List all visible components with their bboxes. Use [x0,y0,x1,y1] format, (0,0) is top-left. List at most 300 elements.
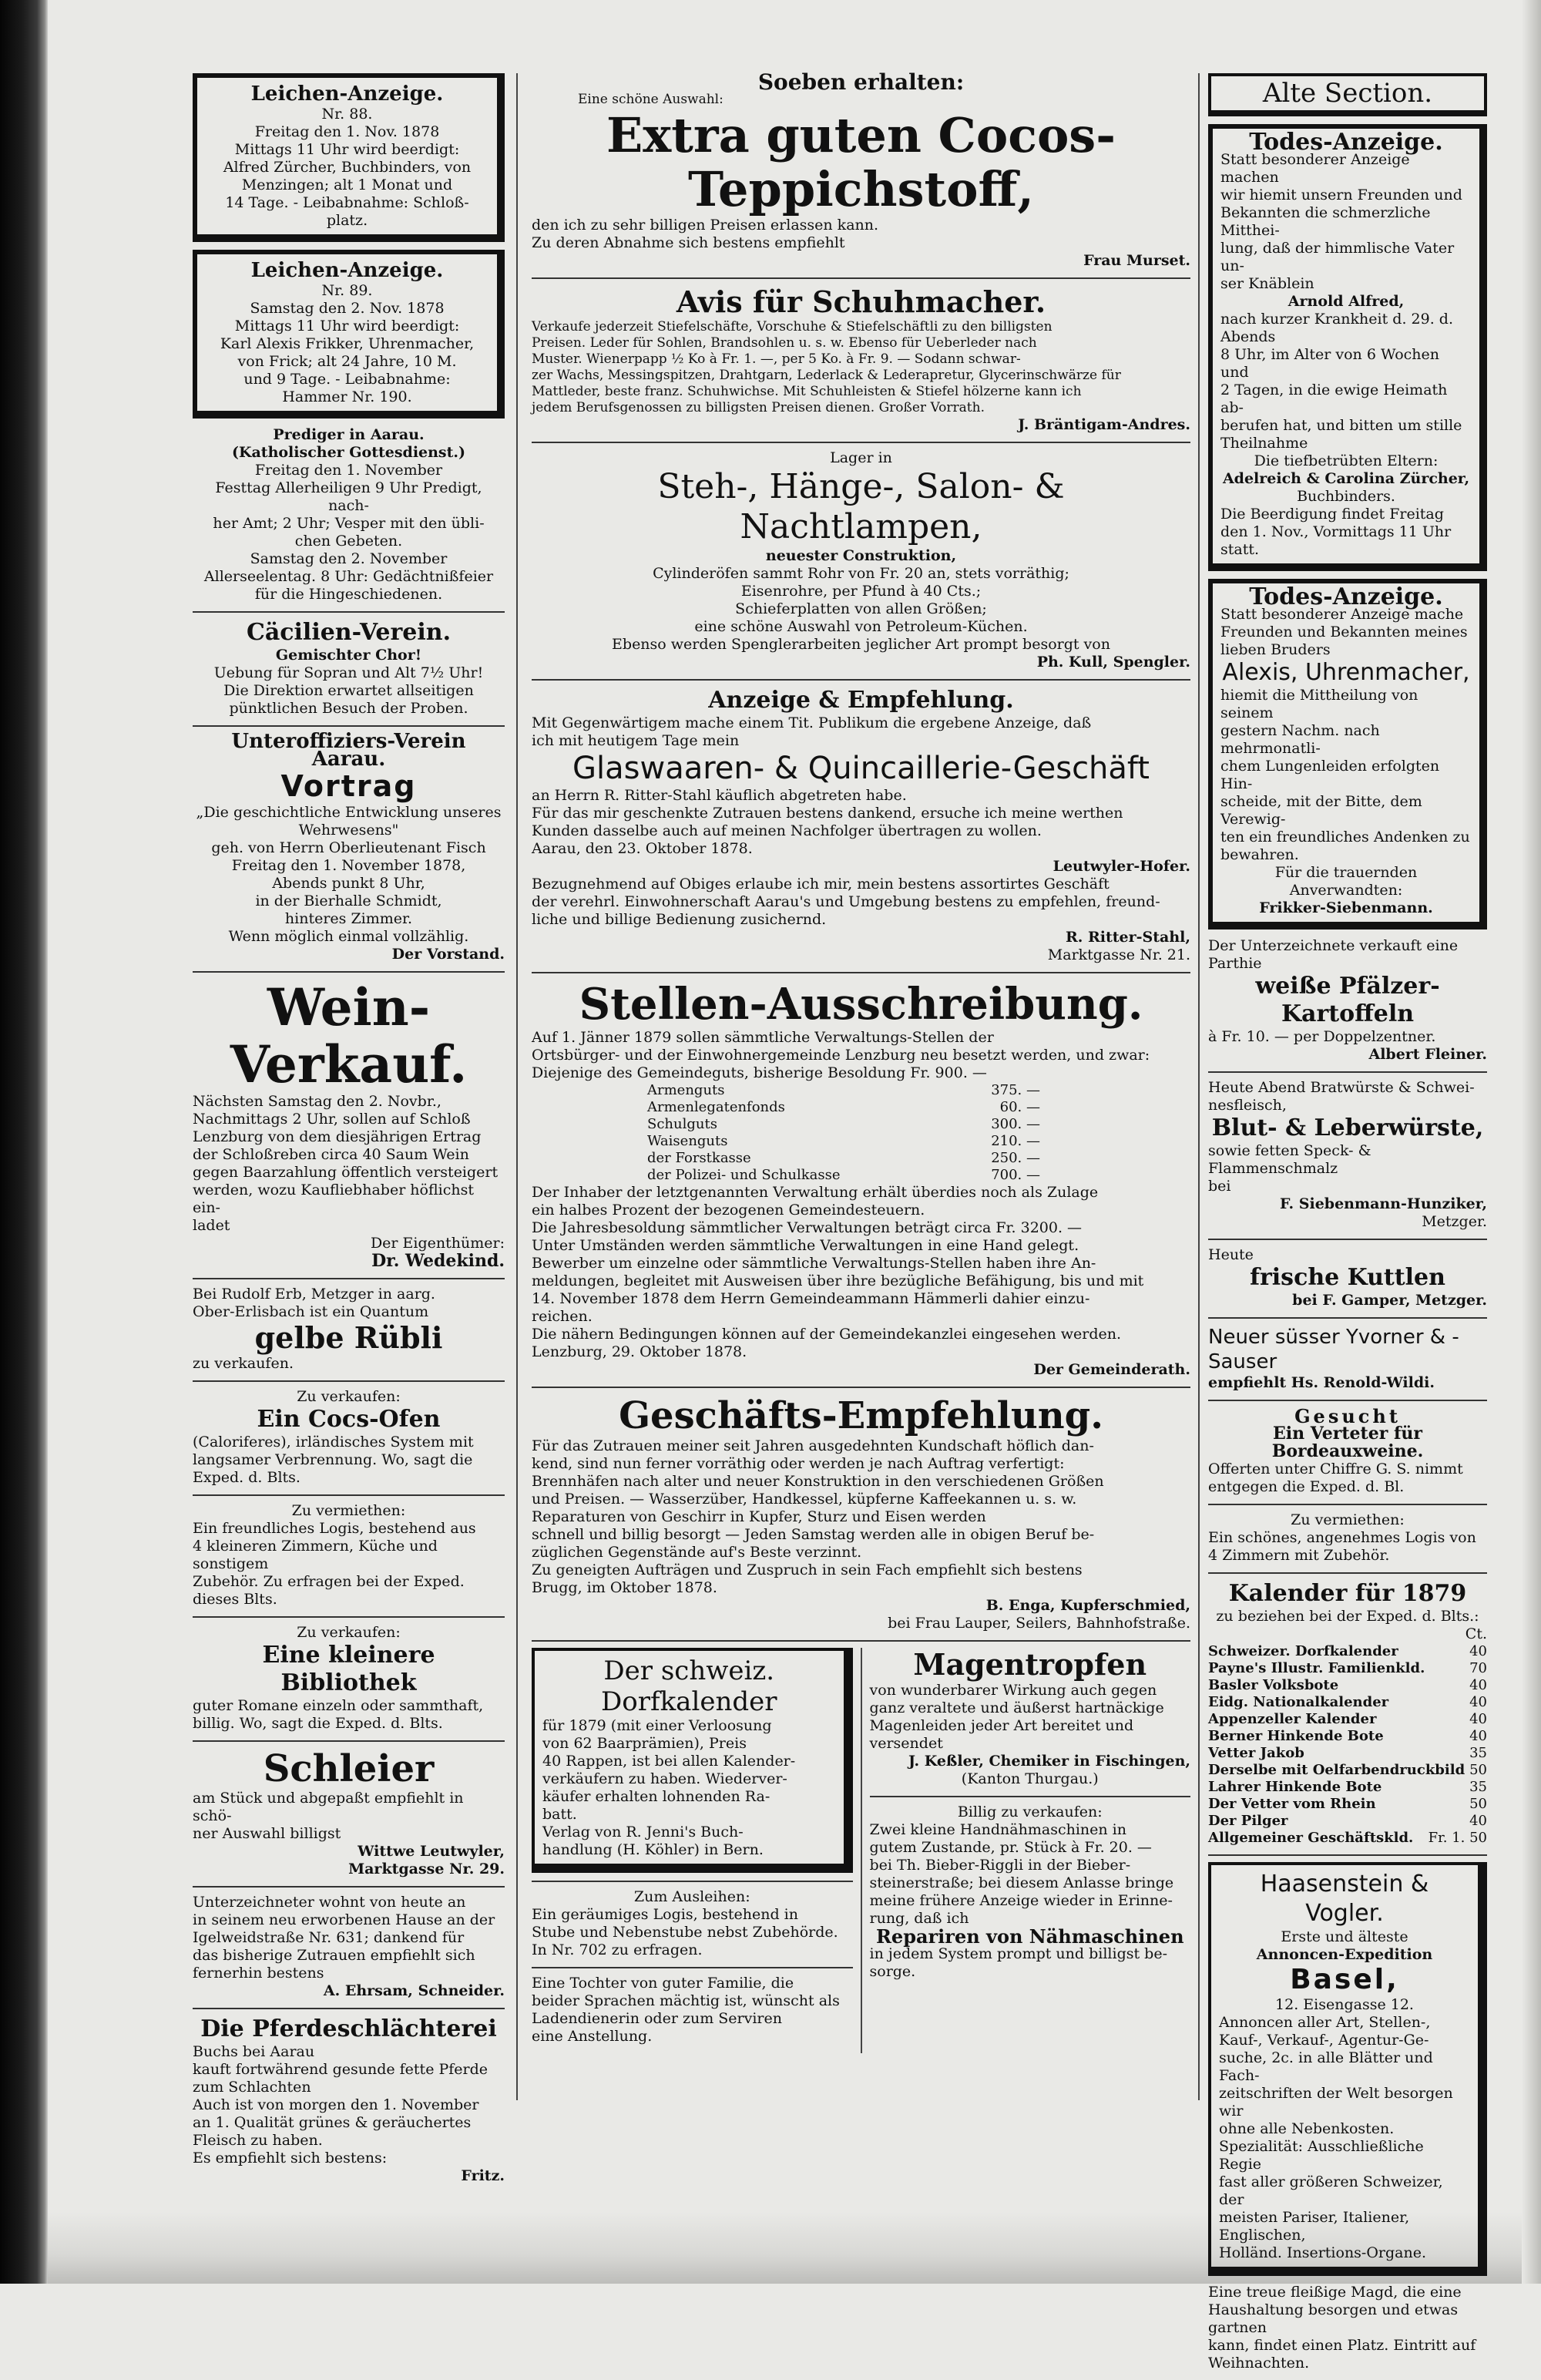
calendar-row [1208,1660,1487,1677]
newspaper-page [193,69,1487,2372]
calendar-price: Fr. 1. 50 [1428,1830,1487,1846]
calendar-list [1208,1643,1487,1847]
notice-title: Prediger in Aarau. [273,426,425,443]
text-line: 4 kleineren Zimmern, Küche und sonstigem [193,1538,438,1572]
notice-title: Cäcilien-Verein. [246,619,452,646]
maid-notice [1208,2284,1487,2372]
death-notice-alexis [1208,579,1487,929]
salary-row [532,1167,1190,1184]
calendar-price: 35 [1469,1745,1487,1761]
text-line: statt. [1220,541,1260,558]
text-line: Bekannten die schmerzliche Mitthei- [1220,204,1431,239]
text-line: dieses Blts. [193,1591,277,1608]
notice-signature: Der Vorstand. [391,946,505,963]
text-line: in seinem neu erworbenen Hause an der [193,1911,495,1928]
text-line: Eine treue fleißige Magd, die eine [1208,2284,1462,2301]
notice-text [1220,606,1472,659]
text-line: am Stück und abgepaßt empfiehlt in schö- [193,1790,464,1824]
text-line: Eine Tochter von guter Familie, die [532,1975,794,1992]
carpet-notice [532,69,1190,270]
text-line: Wehrwesens" [298,822,399,839]
notice-signature: Fritz. [461,2167,505,2184]
text-line: Festtag Allerheiligen 9 Uhr Predigt, nach- [215,479,482,514]
notice-text [193,1286,505,1321]
horse-butcher-notice [193,2015,505,2185]
notice-head: Zu vermiethen: [1291,1511,1405,1528]
text-line: Theilnahme [1220,435,1308,452]
job-posting-notice [532,980,1190,1379]
text-line: In Nr. 702 zu erfragen. [532,1941,703,1958]
notice-text [532,565,1190,654]
calendar-price: 40 [1469,1643,1487,1659]
notice-text [193,1894,505,1982]
notice-signature: F. Siebenmann-Hunziker, [1279,1195,1487,1212]
divider [532,679,1190,681]
salary-amount: 210. — [991,1133,1040,1149]
calendar-name: Derselbe mit Oelfarbendruckbild [1208,1762,1465,1778]
text-line: ner Auswahl billigst [193,1825,341,1842]
notice-text [193,804,505,839]
notice-title: Repariren von Nähmaschinen [875,1925,1184,1948]
notice-title: Kalender für 1879 [1228,1580,1467,1607]
text-line: zeitschriften der Welt besorgen wir [1219,2085,1453,2119]
text-line: beider Sprachen mächtig ist, wünscht als [532,1992,840,2009]
notice-price: à Fr. 10. — per Doppelzentner. [1208,1028,1436,1045]
notice-city: Basel, [1290,1964,1399,1995]
salary-fund: der Polizei- und Schulkasse [647,1167,841,1183]
text-line: Ein freundliches Logis, bestehend aus [193,1520,476,1537]
text-line: scheide, mit der Bitte, dem Verewig- [1220,793,1422,828]
text-line: eine Anstellung. [532,2028,653,2045]
sewing-machine-notice [870,1803,1191,1981]
text-line: 14. November 1878 dem Herrn Gemeindeammann Hämmerli dahier einzu- [532,1290,1090,1307]
text-line: Für das Zutrauen meiner seit Jahren ausgedehnten Kundschaft höflich dan- [532,1437,1094,1454]
text-line: guter Romane einzeln oder sammthaft, [193,1697,484,1714]
text-line: meldungen, begleitet mit Ausweisen über ihre bezügliche Befähigung, bis und mit [532,1272,1144,1289]
column-rule-1 [516,73,518,2100]
text-line: Wenn möglich einmal vollzählig. [228,928,469,945]
text-line: der Schloßreben circa 40 Saum Wein [193,1146,469,1163]
text-line: Ladendienerin oder zum Serviren [532,2010,782,2027]
notice-signature: Frikker-Siebenmann. [1259,899,1433,916]
divider [1208,1854,1487,1856]
text-line: den 1. Nov., Vormittags 11 Uhr [1220,523,1452,540]
notice-text [870,1682,1191,1753]
notice-details [193,839,505,946]
obituary-notice-88 [193,73,505,242]
text-line: Statt besonderer Anzeige mache [1220,606,1464,623]
calendar-price: 40 [1469,1711,1487,1727]
text-line: Der Inhaber der letztgenannten Verwaltung erhält überdies noch als Zulage [532,1184,1099,1201]
text-line: nesfleisch, [1208,1097,1287,1114]
text-line: Spezialität: Ausschließliche Regie [1219,2138,1424,2173]
text-line: Igelweidstraße Nr. 631; dankend für [193,1929,465,1946]
sausage-notice [1208,1079,1487,1231]
text-line: Exped. d. Blts. [193,1469,300,1486]
wine-sale-notice [193,979,505,1270]
text-line: fernerhin bestens [193,1965,324,1982]
library-sale-notice [193,1624,505,1733]
text-line: entgegen die Exped. d. Bl. [1208,1478,1405,1495]
divider [193,2008,505,2009]
text-line: pünktlichen Besuch der Proben. [229,700,468,717]
column-rule-inner [861,1648,862,2053]
text-line: Unterzeichneter wohnt von heute an [193,1894,466,1911]
text-line: lieben Bruders [1220,641,1331,658]
text-line: bei [1208,1178,1231,1195]
notice-title: frische Kuttlen [1250,1264,1445,1291]
lodging-notice [193,1502,505,1609]
text-line: Diejenige des Gemeindeguts, bisherige Besoldung Fr. 900. — [532,1064,987,1081]
text-line: Annoncen aller Art, Stellen-, [1219,2014,1431,2031]
text-line: ein halbes Prozent der bezogenen Gemeindesteuern. [532,1202,925,1219]
notice-text [205,300,489,406]
calendar-name: Allgemeiner Geschäftskld. [1208,1830,1414,1846]
text-line: Samstag den 2. Nov. 1878 [250,300,445,317]
notice-text [1220,506,1472,559]
notice-text [193,462,505,603]
calendar-name: Appenzeller Kalender [1208,1711,1377,1727]
calendar-row [1208,1813,1487,1830]
text-line: Freitag den 1. November [254,462,443,479]
notice-address: Marktgasse Nr. 21. [1047,946,1190,963]
notice-subhead: Eine schöne Auswahl: [578,92,723,107]
text-line: für 1879 (mit einer Verloosung [542,1717,772,1734]
calendar-name: Lahrer Hinkende Bote [1208,1779,1382,1795]
text-line: eine schöne Auswahl von Petroleum-Küchen. [694,618,1028,635]
notice-signature: Wittwe Leutwyler, [358,1843,505,1860]
notice-signature: bei F. Gamper, Metzger. [1292,1292,1487,1309]
text-line: Zubehör. Zu erfragen bei der Exped. [193,1573,465,1590]
village-calendar-notice [532,1648,853,1873]
haasenstein-vogler-ad [1208,1862,1487,2276]
notice-text [870,1945,1191,1981]
notice-signature: Der Gemeinderath. [1033,1361,1190,1378]
text-line: züglichen Gegenstände auf's Beste verzinnt. [532,1544,862,1561]
notice-signature-name: Dr. Wedekind. [371,1251,505,1271]
notice-head: Gesucht [1294,1405,1401,1427]
middle-column [532,69,1191,2053]
text-line: Unter Umständen werden sämmtliche Verwaltungen in eine Hand gelegt. [532,1237,1079,1254]
notice-text [193,2043,505,2167]
text-line: in der Bierhalle Schmidt, [255,892,442,909]
stove-sale-notice [193,1388,505,1487]
text-line: chen Gebeten. [294,533,403,550]
notice-head: Zu verkaufen: [297,1388,401,1405]
text-line: Bewerber um einzelne oder sämmtliche Verwaltungs-Stellen haben ihre An- [532,1255,1096,1272]
salary-amount: 375. — [991,1082,1040,1098]
text-line: Magenleiden jeder Art bereitet und versendet [869,1717,1134,1752]
text-line: Es empfiehlt sich bestens: [193,2150,388,2167]
notice-text [532,1975,853,2046]
lamp-notice [532,449,1190,671]
notice-text [193,664,505,718]
notice-text [532,876,1190,929]
text-line: Lenzburg von dem diesjährigen Ertrag [193,1128,482,1145]
calendar-name: Der Vetter vom Rhein [1208,1796,1376,1812]
notice-pre: Heute [1208,1246,1254,1263]
calendar-name: Berner Hinkende Bote [1208,1728,1384,1744]
text-line: Muster. Wienerpapp ½ Ko à Fr. 1. —, per 5 Ko. à Fr. 9. — Sodann schwar- [532,351,1021,367]
calendar-price: 50 [1469,1796,1487,1812]
text-line: Eisenrohre, per Pfund à 40 Cts.; [740,583,982,600]
calendar-price-list [1208,1580,1487,1847]
text-line: Lenzburg, 29. Oktober 1878. [532,1343,747,1360]
notice-title: Stellen-Ausschreibung. [579,979,1143,1030]
text-line: Abends punkt 8 Uhr, [272,875,425,892]
notice-title: Neuer süsser Yvorner & -Sauser [1208,1326,1459,1373]
salary-row [532,1150,1190,1167]
text-line: Kauf-, Verkauf-, Agentur-Ge- [1219,2032,1429,2049]
text-line: Mittags 11 Uhr wird beerdigt: [234,141,460,158]
notice-title: Ein Cocs-Ofen [257,1406,441,1433]
calendar-name: Eidg. Nationalkalender [1208,1694,1389,1710]
calendar-price: 40 [1469,1813,1487,1829]
notice-text [1208,937,1487,973]
text-line: rung, daß ich [869,1910,969,1927]
text-line: Brennhäfen nach alter und neuer Konstruktion in den verschiedenen Größen [532,1473,1104,1490]
notice-signature: Der Eigenthümer: [370,1235,505,1252]
notice-title: gelbe Rübli [254,1320,443,1355]
notice-text [193,1790,505,1843]
text-line: Mattleder, beste franz. Schuhwichse. Mit Schuhleisten & Stiefel hölzerne kann ich [532,384,1082,399]
text-line: batt. [542,1806,577,1823]
notice-title: Leichen-Anzeige. [250,82,444,106]
notice-signature: R. Ritter-Stahl, [1065,929,1190,946]
divider [193,1616,505,1618]
wine-yvorner-notice [1208,1325,1487,1392]
calendar-price: 70 [1469,1660,1487,1676]
notice-text [1220,311,1472,452]
divider [193,1740,505,1742]
text-line: Stube und Nebenstube nebst Zubehörde. [532,1924,838,1941]
salary-row [532,1116,1190,1133]
text-line: Freitag den 1. November 1878, [231,857,466,874]
notice-text [1208,2284,1487,2372]
calendar-row [1208,1728,1487,1745]
text-line: von wunderbarer Wirkung auch gegen [869,1682,1157,1699]
text-line: hiemit die Mittheilung von seinem [1220,687,1418,721]
text-line: her Amt; 2 Uhr; Vesper mit den übli- [213,515,485,532]
text-line: der verehrl. Einwohnerschaft Aarau's und Umgebung bestens zu empfehlen, freund- [532,893,1160,910]
text-line: Zu geneigten Aufträgen und Zuspruch in sein Fach empfiehlt sich bestens [532,1561,1083,1578]
text-line: ser Knäblein [1220,275,1314,292]
notice-signature: Ph. Kull, Spengler. [1036,654,1190,671]
notice-head: Zu vermiethen: [291,1502,406,1519]
text-line: ganz veraltete und äußerst hartnäckige [869,1699,1164,1716]
divider [1208,1400,1487,1401]
text-line: Die nähern Bedingungen können auf der Gemeindekanzlei eingesehen werden. [532,1326,1122,1343]
salary-amount: 300. — [991,1116,1040,1132]
rent-notice [532,1888,853,1959]
rent-notice-right [1208,1511,1487,1565]
tailor-notice [193,1894,505,2000]
text-line: Buchs bei Aarau [193,2043,315,2060]
divider [193,725,505,727]
notice-signature: Adelreich & Carolina Zürcher, [1222,470,1470,487]
text-line: Heute Abend Bratwürste & Schwei- [1208,1079,1475,1096]
text-line: gegen Baarzahlung öffentlich versteigert [193,1164,499,1181]
notice-signature: Leutwyler-Hofer. [1053,858,1190,875]
stomach-drops-notice [870,1648,1191,1788]
text-line: Zu deren Abnahme sich bestens empfiehlt [532,234,845,251]
middle-bottom-right [870,1648,1191,2053]
notice-text [1220,151,1472,293]
text-line: Schieferplatten von allen Größen; [735,600,987,617]
notice-signature-label: Die tiefbetrübten Eltern: [1254,452,1439,469]
notice-address: 12. Eisengasse 12. [1275,1996,1414,2013]
calendar-name: Basler Volksbote [1208,1677,1339,1693]
text-line: Aarau, den 23. Oktober 1878. [532,840,753,857]
caecilien-notice [193,619,505,718]
notice-line: Annoncen-Expedition [1256,1946,1433,1963]
text-line: gestern Nachm. nach mehrmonatli- [1220,722,1380,757]
salary-amount: 60. — [999,1099,1040,1115]
notice-footer: zu verkaufen. [193,1355,294,1372]
notice-signature: empfiehlt Hs. Renold-Wildi. [1208,1374,1435,1391]
divider [193,1494,505,1496]
text-line: Ortsbürger- und der Einwohnergemeinde Lenzburg neu besetzt werden, und zwar: [532,1047,1150,1064]
notice-text [193,1093,505,1235]
text-line: das bisherige Zutrauen empfiehlt sich [193,1947,475,1964]
salary-amount: 250. — [991,1150,1040,1166]
notice-text [870,1821,1191,1928]
text-line: kauft fortwährend gesunde fette Pferde [193,2061,488,2078]
notice-signature: J. Bräntigam-Andres. [1018,416,1190,433]
text-line: Nächsten Samstag den 2. Novbr., [193,1093,441,1110]
text-line: Bei Rudolf Erb, Metzger in aarg. [193,1286,435,1303]
right-column [1208,73,1487,2380]
business-recommendation-notice [532,1394,1190,1632]
notice-number: Nr. 88. [321,106,373,123]
text-line: lung, daß der himmlische Vater un- [1220,240,1455,274]
text-line: verkäufern zu haben. Wiederver- [542,1770,787,1787]
notice-text [193,1520,505,1609]
notice-text [1219,2014,1470,2262]
notice-number: Nr. 89. [321,282,373,299]
notice-head: Zum Ausleihen: [633,1888,750,1905]
notice-text [532,319,1190,416]
notice-text [532,787,1190,858]
text-line: zer Wachs, Messingspitzen, Drahtgarn, Lederlack & Lederapretur, Glycerinschwärze für [532,368,1121,383]
calendar-name: Der Pilger [1208,1813,1288,1829]
notice-text [205,123,489,230]
divider [532,1640,1190,1642]
text-line: schnell und billig besorgt — Jeden Samstag werden alle in obigen Beruf be- [532,1526,1095,1543]
text-line: fast aller größeren Schweizer, der [1219,2173,1443,2208]
text-line: Uebung für Sopran und Alt 7½ Uhr! [213,664,484,681]
notice-text [542,1717,836,1859]
text-line: kann, findet einen Platz. Eintritt auf [1208,2337,1476,2354]
notice-signature: A. Ehrsam, Schneider. [323,1982,505,1999]
notice-title: Magentropfen [913,1647,1147,1682]
death-notice-arnold [1208,124,1487,571]
text-line: hinteres Zimmer. [284,910,413,927]
notice-head: Billig zu verkaufen: [957,1803,1103,1820]
text-line: geh. von Herrn Oberlieutenant Fisch [211,839,486,856]
notice-text [532,1184,1190,1361]
veil-notice [193,1748,505,1878]
salary-fund: Armenguts [647,1082,725,1098]
text-line: den ich zu sehr billigen Preisen erlassen kann. [532,217,879,234]
calendar-row [1208,1762,1487,1779]
text-line: handlung (H. Köhler) in Bern. [542,1841,764,1858]
text-line: Bezugnehmend auf Obiges erlaube ich mir, mein bestens assortirtes Geschäft [532,876,1110,892]
divider [532,1387,1190,1388]
notice-text [532,217,1190,252]
notice-signature-sub: Metzger. [1422,1213,1487,1230]
glassware-notice [532,687,1190,964]
notice-signature: J. Keßler, Chemiker in Fischingen, [908,1753,1191,1770]
salary-fund: Schulguts [647,1116,717,1132]
notice-title: Leichen-Anzeige. [250,259,444,282]
text-line: meisten Pariser, Italiener, Englischen, [1219,2209,1410,2244]
calendar-row [1208,1745,1487,1762]
text-line: jedem Berufsgenossen zu billigsten Preisen dienen. Großer Vorrath. [532,400,985,415]
text-line: suche, 2c. in alle Blätter und Fach- [1219,2049,1433,2084]
notice-text [1208,1079,1487,1114]
text-line: liche und billige Bedienung zusichernd. [532,911,827,928]
notice-subtitle: zu beziehen bei der Exped. d. Blts.: [1216,1608,1479,1625]
text-line: Die Direktion erwartet allseitigen [223,682,474,699]
text-line: billig. Wo, sagt die Exped. d. Blts. [193,1715,443,1732]
text-line: an 1. Qualität grünes & geräuchertes [193,2114,472,2131]
text-line: Brugg, im Oktober 1878. [532,1579,717,1596]
text-line: gutem Zustande, pr. Stück à Fr. 20. — [869,1839,1152,1856]
text-line: Kunden dasselbe auch auf meinen Nachfolger übertragen zu wollen. [532,822,1042,839]
notice-head: Soeben erhalten: [757,69,965,95]
text-line: Auf 1. Jänner 1879 sollen sämmtliche Verwaltungs-Stellen der [532,1029,994,1046]
price-unit: Ct. [1465,1625,1487,1642]
text-line: Freitag den 1. Nov. 1878 [254,123,440,140]
notice-title: Haasenstein & Vogler. [1260,1871,1429,1927]
text-line: ladet [193,1217,230,1234]
text-line: Allerseelentag. 8 Uhr: Gedächtnißfeier [203,568,494,585]
notice-address: Marktgasse Nr. 29. [348,1861,505,1877]
notice-head: Lager in [830,449,892,466]
text-line: Weihnachten. [1208,2355,1310,2372]
calendar-row [1208,1643,1487,1660]
notice-text [532,1437,1190,1597]
text-line: 4 Zimmern mit Zubehör. [1208,1547,1390,1564]
text-line: nach kurzer Krankheit d. 29. d. Abends [1220,311,1453,345]
notice-head: Zu verkaufen: [297,1624,401,1641]
notice-title: Unteroffiziers-Verein Aarau. [231,730,466,771]
text-line: käufer erhalten lohnenden Ra- [542,1788,770,1805]
text-line: wir hiemit unsern Freunden und [1220,187,1462,203]
notice-text [532,1906,853,1959]
text-line: meine frühere Anzeige wieder in Erinne- [869,1892,1173,1909]
tripe-notice [1208,1246,1487,1309]
text-line: 8 Uhr, im Alter von 6 Wochen und [1220,346,1439,381]
notice-title: Todes-Anzeige. [1249,129,1443,156]
text-line: Parthie [1208,955,1262,972]
notice-title: Anzeige & Empfehlung. [708,687,1014,714]
text-line: berufen hat, und bitten um stille [1220,417,1462,434]
text-line: werden, wozu Kaufliebhaber höflichst ein- [193,1182,474,1216]
text-line: Holländ. Insertions-Organe. [1219,2244,1427,2261]
text-line: in jedem System prompt und billigst be- [869,1945,1167,1962]
text-line: an Herrn R. Ritter-Stahl käuflich abgetreten habe. [532,787,907,804]
text-line: platz. [326,212,368,229]
notice-title: Schleier [263,1747,435,1790]
calendar-row [1208,1796,1487,1813]
divider [1208,1504,1487,1505]
text-line: Verlag von R. Jenni's Buch- [542,1824,744,1840]
text-line: Zwei kleine Handnähmaschinen in [869,1821,1126,1838]
notice-text [1208,1529,1487,1565]
calendar-price: 40 [1469,1677,1487,1693]
